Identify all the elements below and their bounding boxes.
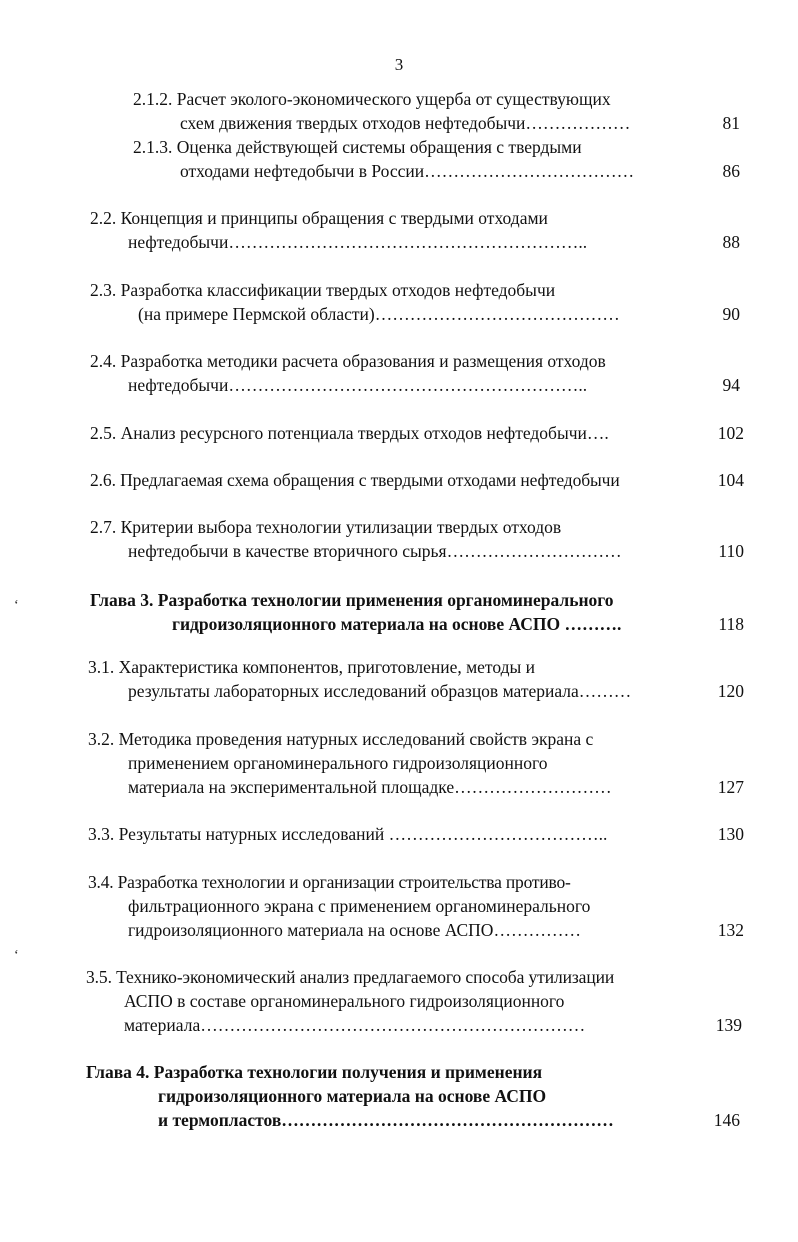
toc-chapter-4-line-1: Глава 4. Разработка технологии получения и применения xyxy=(86,1062,543,1082)
toc-page-2-2: 88 xyxy=(722,232,740,252)
toc-entry-3-2-line-3: материала на экспериментальной площадке……………………… xyxy=(128,777,612,797)
toc-entry-3-5-line-2: АСПО в составе органоминерального гидроизоляционного xyxy=(124,991,565,1011)
toc-entry-2-1-3-line-1: 2.1.3. Оценка действующей системы обращения с твердыми xyxy=(133,137,582,157)
toc-page-2-3: 90 xyxy=(722,304,740,324)
toc-entry-2-2-line-1: 2.2. Концепция и принципы обращения с твердыми отходами xyxy=(90,208,548,228)
toc-page-2-1-3: 86 xyxy=(722,161,740,181)
margin-mark: ʻ xyxy=(14,948,19,963)
toc-page-2-1-2: 81 xyxy=(722,113,740,133)
toc-entry-2-4-line-2: нефтедобычи…………………………………………………….. xyxy=(128,375,588,395)
toc-page-3-4: 132 xyxy=(717,920,744,940)
toc-chapter-4-line-3: и термопластов………………………………………………… xyxy=(158,1110,614,1130)
toc-entry-3-2-line-2: применением органоминерального гидроизоляционного xyxy=(128,753,548,773)
margin-mark: ʻ xyxy=(14,598,19,613)
toc-entry-2-1-3-line-2: отходами нефтедобычи в России……………………………… xyxy=(180,161,635,181)
toc-page-3-2: 127 xyxy=(717,777,744,797)
toc-entry-2-3-line-1: 2.3. Разработка классификации твердых отходов нефтедобычи xyxy=(90,280,556,300)
toc-page-2-7: 110 xyxy=(718,541,744,561)
toc-entry-3-4-line-3: гидроизоляционного материала на основе АСПО…………… xyxy=(128,920,581,940)
toc-chapter-3-line-1: Глава 3. Разработка технологии применения органоминерального xyxy=(90,590,614,610)
toc-page-chapter-4: 146 xyxy=(713,1110,740,1130)
toc-page-3-5: 139 xyxy=(715,1015,742,1035)
toc-entry-2-3-line-2: (на примере Пермской области)…………………………………… xyxy=(138,304,620,324)
toc-entry-3-4-line-1: 3.4. Разработка технологии и организации строительства противо- xyxy=(88,872,571,892)
toc-page-2-6: 104 xyxy=(717,470,744,490)
toc-entry-2-4-line-1: 2.4. Разработка методики расчета образования и размещения отходов xyxy=(90,351,606,371)
toc-entry-3-2-line-1: 3.2. Методика проведения натурных исследований свойств экрана с xyxy=(88,729,594,749)
toc-page-3-1: 120 xyxy=(717,681,744,701)
toc-entry-2-1-2-line-1: 2.1.2. Расчет эколого-экономического ущерба от существующих xyxy=(133,89,611,109)
toc-chapter-3-line-2: гидроизоляционного материала на основе АСПО ………. xyxy=(172,614,622,634)
toc-page-chapter-3: 118 xyxy=(718,614,744,634)
toc-entry-3-4-line-2: фильтрационного экрана с применением органоминерального xyxy=(128,896,591,916)
toc-entry-3-5-line-1: 3.5. Технико-экономический анализ предлагаемого способа утилизации xyxy=(86,967,615,987)
toc-entry-2-7-line-2: нефтедобычи в качестве вторичного сырья………………………… xyxy=(128,541,622,561)
toc-entry-2-7-line-1: 2.7. Критерии выбора технологии утилизации твердых отходов xyxy=(90,517,562,537)
toc-page-2-5: 102 xyxy=(717,423,744,443)
page-number: 3 xyxy=(394,55,404,74)
toc-entry-3-5-line-3: материала………………………………………………………… xyxy=(124,1015,586,1035)
toc-entry-2-2-line-2: нефтедобычи…………………………………………………….. xyxy=(128,232,588,252)
toc-entry-2-5-line-1: 2.5. Анализ ресурсного потенциала твердых отходов нефтедобычи…. xyxy=(90,423,609,443)
toc-page-3-3: 130 xyxy=(717,824,744,844)
toc-entry-2-6-line-1: 2.6. Предлагаемая схема обращения с твердыми отходами нефтедобычи xyxy=(90,470,620,490)
toc-entry-2-1-2-line-2: схем движения твердых отходов нефтедобычи……………… xyxy=(180,113,631,133)
toc-chapter-4-line-2: гидроизоляционного материала на основе АСПО xyxy=(158,1086,547,1106)
toc-entry-3-1-line-2: результаты лабораторных исследований образцов материала……… xyxy=(128,681,632,701)
toc-entry-3-3-line-1: 3.3. Результаты натурных исследований ……………………………….. xyxy=(88,824,608,844)
toc-page-2-4: 94 xyxy=(722,375,740,395)
toc-entry-3-1-line-1: 3.1. Характеристика компонентов, приготовление, методы и xyxy=(88,657,536,677)
